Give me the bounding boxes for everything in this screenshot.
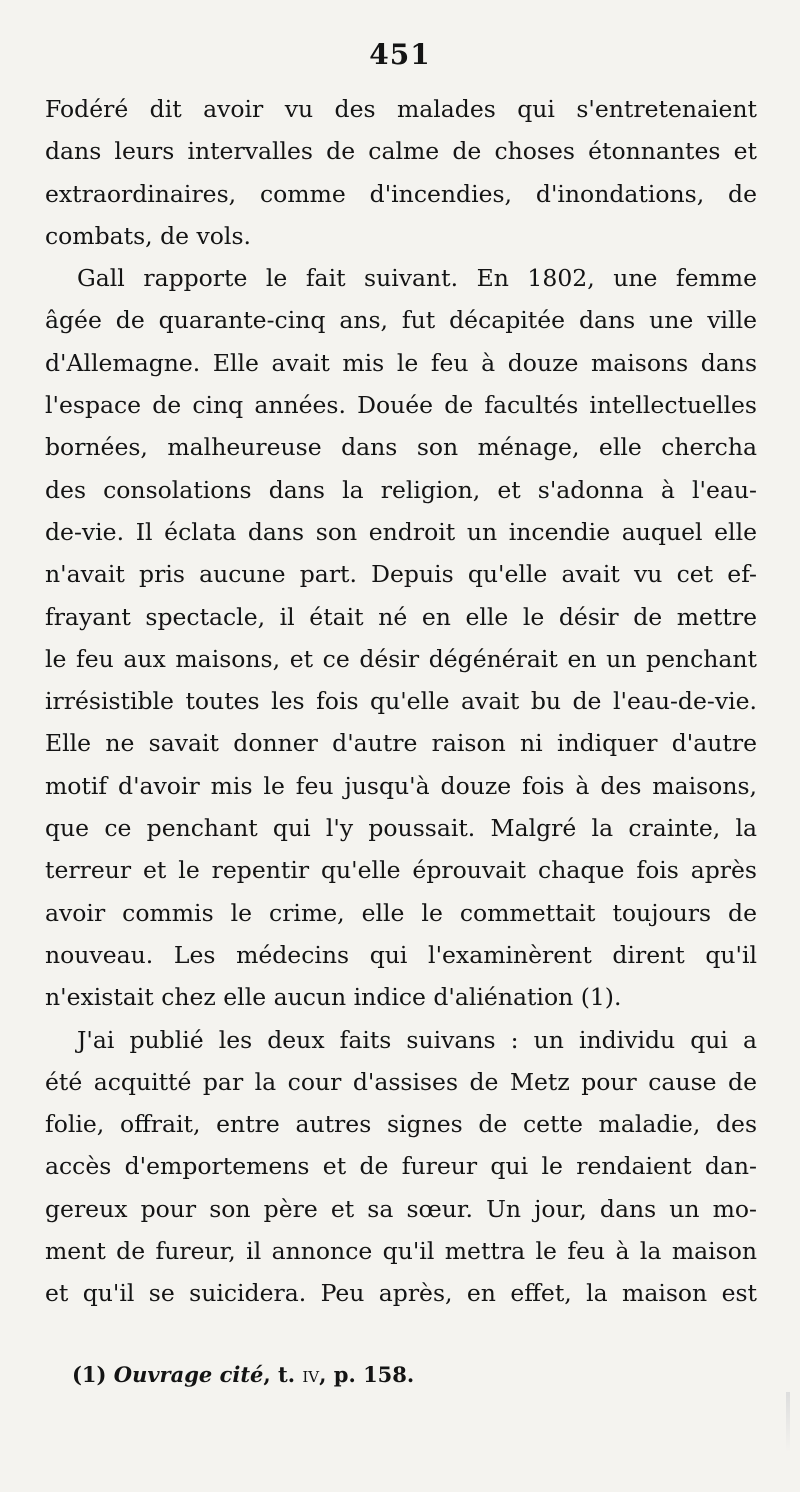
text-line: dans leurs intervalles de calme de choses étonnantes et: [45, 137, 757, 166]
paragraph-3: [45, 1019, 757, 1315]
footnote-work-title: Ouvrage cité: [113, 1362, 264, 1387]
text-line: terreur et le repentir qu'elle éprouvait chaque fois après: [45, 856, 757, 885]
text-line: été acquitté par la cour d'assises de Metz pour cause de: [45, 1067, 757, 1096]
footnote-marker: (1): [72, 1362, 107, 1387]
text-line: bornées, malheureuse dans son ménage, elle chercha: [45, 433, 757, 462]
text-line: d'Allemagne. Elle avait mis le feu à douze maisons dans: [45, 348, 757, 377]
text-line: Elle ne savait donner d'autre raison ni indiquer d'autre: [45, 729, 757, 758]
body-text: [45, 88, 757, 1315]
text-line: âgée de quarante-cinq ans, fut décapitée dans une ville: [45, 306, 757, 335]
text-line: le feu aux maisons, et ce désir dégénérait en un penchant: [45, 644, 757, 673]
text-line: de-vie. Il éclata dans son endroit un incendie auquel elle: [45, 517, 757, 546]
footnote: [72, 1362, 414, 1387]
text-line: ment de fureur, il annonce qu'il mettra le feu à la maison: [45, 1237, 757, 1266]
text-line: que ce penchant qui l'y poussait. Malgré la crainte, la: [45, 814, 757, 843]
footnote-text: , t.: [263, 1362, 303, 1387]
paragraph-1: [45, 88, 757, 257]
text-line: combats, de vols.: [45, 221, 251, 250]
text-line: frayant spectacle, il était né en elle le désir de mettre: [45, 602, 757, 631]
text-line: motif d'avoir mis le feu jusqu'à douze fois à des maisons,: [45, 771, 757, 800]
text-line: l'espace de cinq années. Douée de facultés intellectuelles: [45, 391, 757, 420]
text-line: n'avait pris aucune part. Depuis qu'elle avait vu cet ef-: [45, 560, 757, 589]
text-line: n'existait chez elle aucun indice d'aliénation (1).: [45, 983, 622, 1012]
text-line: accès d'emportemens et de fureur qui le rendaient dan-: [45, 1152, 757, 1181]
text-line: extraordinaires, comme d'incendies, d'inondations, de: [45, 179, 757, 208]
text-line: avoir commis le crime, elle le commettait toujours de: [45, 898, 757, 927]
text-line: folie, offrait, entre autres signes de cette maladie, des: [45, 1110, 757, 1139]
text-line: irrésistible toutes les fois qu'elle avait bu de l'eau-de-vie.: [45, 687, 757, 716]
text-line: et qu'il se suicidera. Peu après, en effet, la maison est: [45, 1279, 757, 1308]
page-edge-mark: [786, 1392, 790, 1452]
footnote-volume: iv: [302, 1363, 320, 1387]
paragraph-2: [45, 257, 757, 1018]
text-line: Fodéré dit avoir vu des malades qui s'entretenaient: [45, 95, 757, 123]
text-line: gereux pour son père et sa sœur. Un jour, dans un mo-: [45, 1194, 757, 1223]
page-number: 451: [369, 38, 431, 71]
text-line: des consolations dans la religion, et s'adonna à l'eau-: [45, 475, 757, 504]
text-line: J'ai publié les deux faits suivans : un individu qui a: [77, 1025, 757, 1054]
footnote-text: , p. 158.: [319, 1362, 415, 1387]
text-line: nouveau. Les médecins qui l'examinèrent dirent qu'il: [45, 940, 757, 969]
text-line: Gall rapporte le fait suivant. En 1802, une femme: [77, 264, 757, 293]
